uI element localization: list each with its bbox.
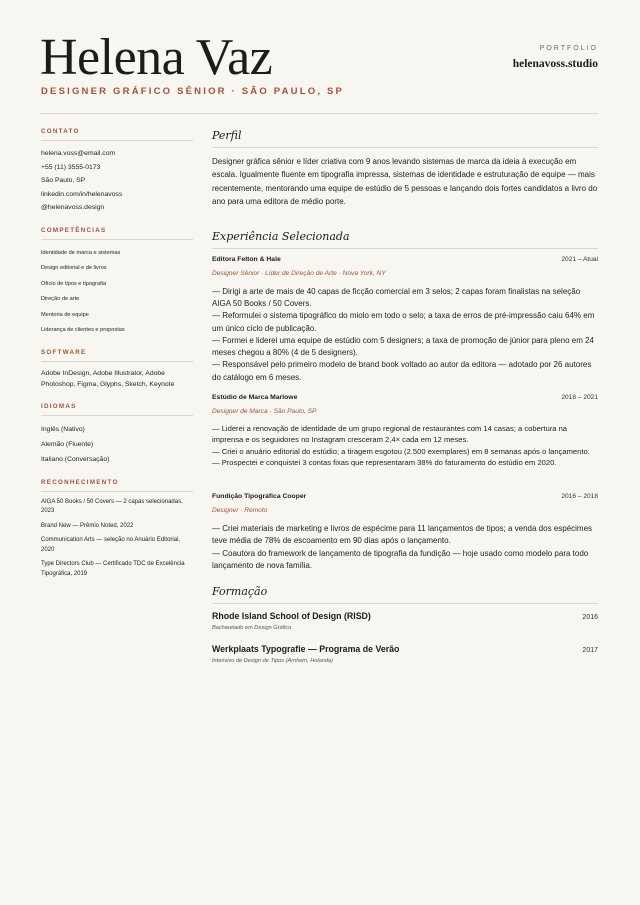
- job-entry: [212, 256, 598, 384]
- contact-list: [41, 147, 193, 215]
- education-entry: [212, 644, 598, 664]
- profile-divider: [212, 147, 598, 148]
- job-bullet: — Prospectei e conquistei 3 contas fixas que representaram 38% do faturamento do estúdio em 2020.: [212, 457, 557, 467]
- job-bullet: — Criei o anuário editorial do estúdio; a tiragem esgotou (2.500 exemplares) em 8 semanas após o lançamento.: [212, 446, 590, 456]
- job-bullet: — Criei materiais de marketing e livros de espécime para 11 lançamentos de tipos; a venda dos espécimes teve média de 78% de escoamento em 90 dias após o lançamento.: [212, 524, 593, 546]
- skill-item: Identidade de marca e sistemas: [41, 249, 121, 256]
- job-dates: 2018 – 2021: [561, 394, 598, 401]
- education-title: Formação: [212, 585, 268, 599]
- resume-subtitle: DESIGNER GRÁFICO SÊNIOR · SÃO PAULO, SP: [41, 86, 345, 97]
- header-divider: [40, 113, 598, 114]
- job-bullet: — Reformulei o sistema tipográfico do miolo em todo o selo; a taxa de erros de pré-impressão caiu 64% em um único ciclo de publicação.: [212, 311, 595, 333]
- software-divider: [41, 361, 193, 362]
- languages-title: IDIOMAS: [41, 402, 77, 410]
- contact-email[interactable]: helena.voss@email.com: [41, 150, 116, 157]
- job-entry: [212, 394, 598, 468]
- job-role: Designer de Marca · São Paulo, SP: [212, 408, 317, 415]
- resume-name: Helena Vaz: [40, 29, 273, 86]
- skills-divider: [41, 239, 193, 240]
- skill-item: Design editorial e de livros: [41, 265, 107, 271]
- job-role: Designer Sênior · Líder de Direção de Arte · Nova York, NY: [212, 269, 386, 277]
- language-item: Alemão (Fluente): [41, 440, 94, 448]
- portfolio-label: PORTFÓLIO: [539, 45, 598, 52]
- awards-divider: [41, 491, 193, 492]
- portfolio-link[interactable]: helenavoss.studio: [512, 58, 598, 70]
- job-entry: [212, 493, 598, 572]
- skill-item: Ofício de tipos e tipografia: [41, 280, 106, 287]
- language-item: Inglês (Nativo): [41, 425, 85, 433]
- job-company: Estúdio de Marca Marlowe: [212, 394, 298, 401]
- skills-title: COMPETÊNCIAS: [41, 226, 107, 234]
- contact-divider: [41, 140, 193, 141]
- job-bullet: — Liderei a renovação de identidade de um grupo regional de restaurantes com 14 casas; a cobertura na imprensa e os seguidores no Instagram cresceram 2,4× cada em 12 meses.: [212, 424, 568, 445]
- skills-list: [41, 246, 193, 339]
- experience-divider: [212, 248, 598, 249]
- award-item: Brand New — Prêmio Noted, 2022: [41, 522, 134, 529]
- education-desc: Bacharelado em Design Gráfico: [212, 625, 292, 632]
- contact-location: São Paulo, SP: [41, 177, 86, 184]
- education-school: Werkplaats Typografie — Programa de Verão: [212, 644, 400, 655]
- job-bullet: — Dirigi a arte de mais de 40 capas de ficção comercial em 3 selos; 2 capas foram finalistas na seleção AIGA 50 Books / 50 Covers.: [212, 286, 581, 308]
- job-company: Editora Felton & Hale: [212, 255, 281, 263]
- left-column: [41, 128, 193, 584]
- right-column: [212, 129, 598, 664]
- contact-social[interactable]: @helenavoss.design: [41, 204, 105, 211]
- job-bullet: — Coautora do framework de lançamento de tipografia da fundição — hoje usado como modelo para todo lançamento de nova família.: [212, 548, 589, 571]
- award-item: Type Directors Club — Certificado TDC de Excelência Tipográfica, 2019: [41, 561, 185, 577]
- contact-title: CONTATO: [41, 128, 80, 135]
- skill-item: Mentoria de equipe: [41, 311, 89, 318]
- language-item: Italiano (Conversação): [41, 455, 110, 463]
- awards-title: RECONHECIMENTO: [41, 478, 119, 486]
- software-title: SOFTWARE: [41, 348, 87, 356]
- education-divider: [212, 603, 598, 604]
- job-role: Designer · Remoto: [212, 507, 268, 515]
- skill-item: Liderança de clientes e propostas: [41, 327, 125, 333]
- job-bullet: — Responsável pelo primeiro modelo de brand book voltado ao autor da editora — adotado por 26 autores do catálogo em 6 meses.: [212, 360, 592, 382]
- languages-divider: [41, 415, 193, 416]
- profile-text: Designer gráfica sênior e líder criativa com 9 anos levando sistemas de marca da ideia à execução em escala. Igualmente fluente em tipografia impressa, sistemas de identidade e estruturação de equipe — mais recentemente, mentorando uma equipe de estúdio de 5 pessoas e lançando dois fortes candidatos a livro do ano para uma editora de médio porte.: [212, 157, 598, 207]
- skill-item: Direção de arte: [41, 296, 80, 302]
- education-year: 2017: [582, 647, 598, 655]
- job-bullet: — Formei e liderei uma equipe de estúdio com 5 designers; a taxa de promoção de júnior para pleno em 24 meses chegou a 80% (4 de 5 designers).: [212, 335, 594, 358]
- award-item: Communication Arts — seleção no Anuário Editorial, 2020: [41, 537, 181, 553]
- education-school: Rhode Island School of Design (RISD): [212, 611, 371, 622]
- education-year: 2016: [582, 614, 598, 622]
- education-desc: Intensivo de Design de Tipos (Arnhem, Holanda): [212, 658, 333, 665]
- job-dates: 2016 – 2018: [561, 493, 598, 501]
- software-text: Adobe InDesign, Adobe Illustrator, Adobe Photoshop, Figma, Glyphs, Sketch, Keynote: [41, 369, 175, 388]
- job-dates: 2021 – Atual: [561, 255, 598, 263]
- awards-list: [41, 498, 193, 580]
- experience-title: Experiência Selecionada: [212, 229, 350, 243]
- contact-phone: +55 (11) 3555-0173: [41, 163, 101, 171]
- award-item: AIGA 50 Books / 50 Covers — 2 capas selecionadas, 2023: [41, 498, 183, 514]
- profile-title: Perfil: [212, 129, 242, 142]
- languages-list: [41, 422, 193, 467]
- education-entry: [212, 611, 598, 631]
- job-company: Fundição Tipográfica Cooper: [212, 493, 307, 501]
- contact-linkedin[interactable]: linkedin.com/in/helenavoss: [41, 190, 123, 198]
